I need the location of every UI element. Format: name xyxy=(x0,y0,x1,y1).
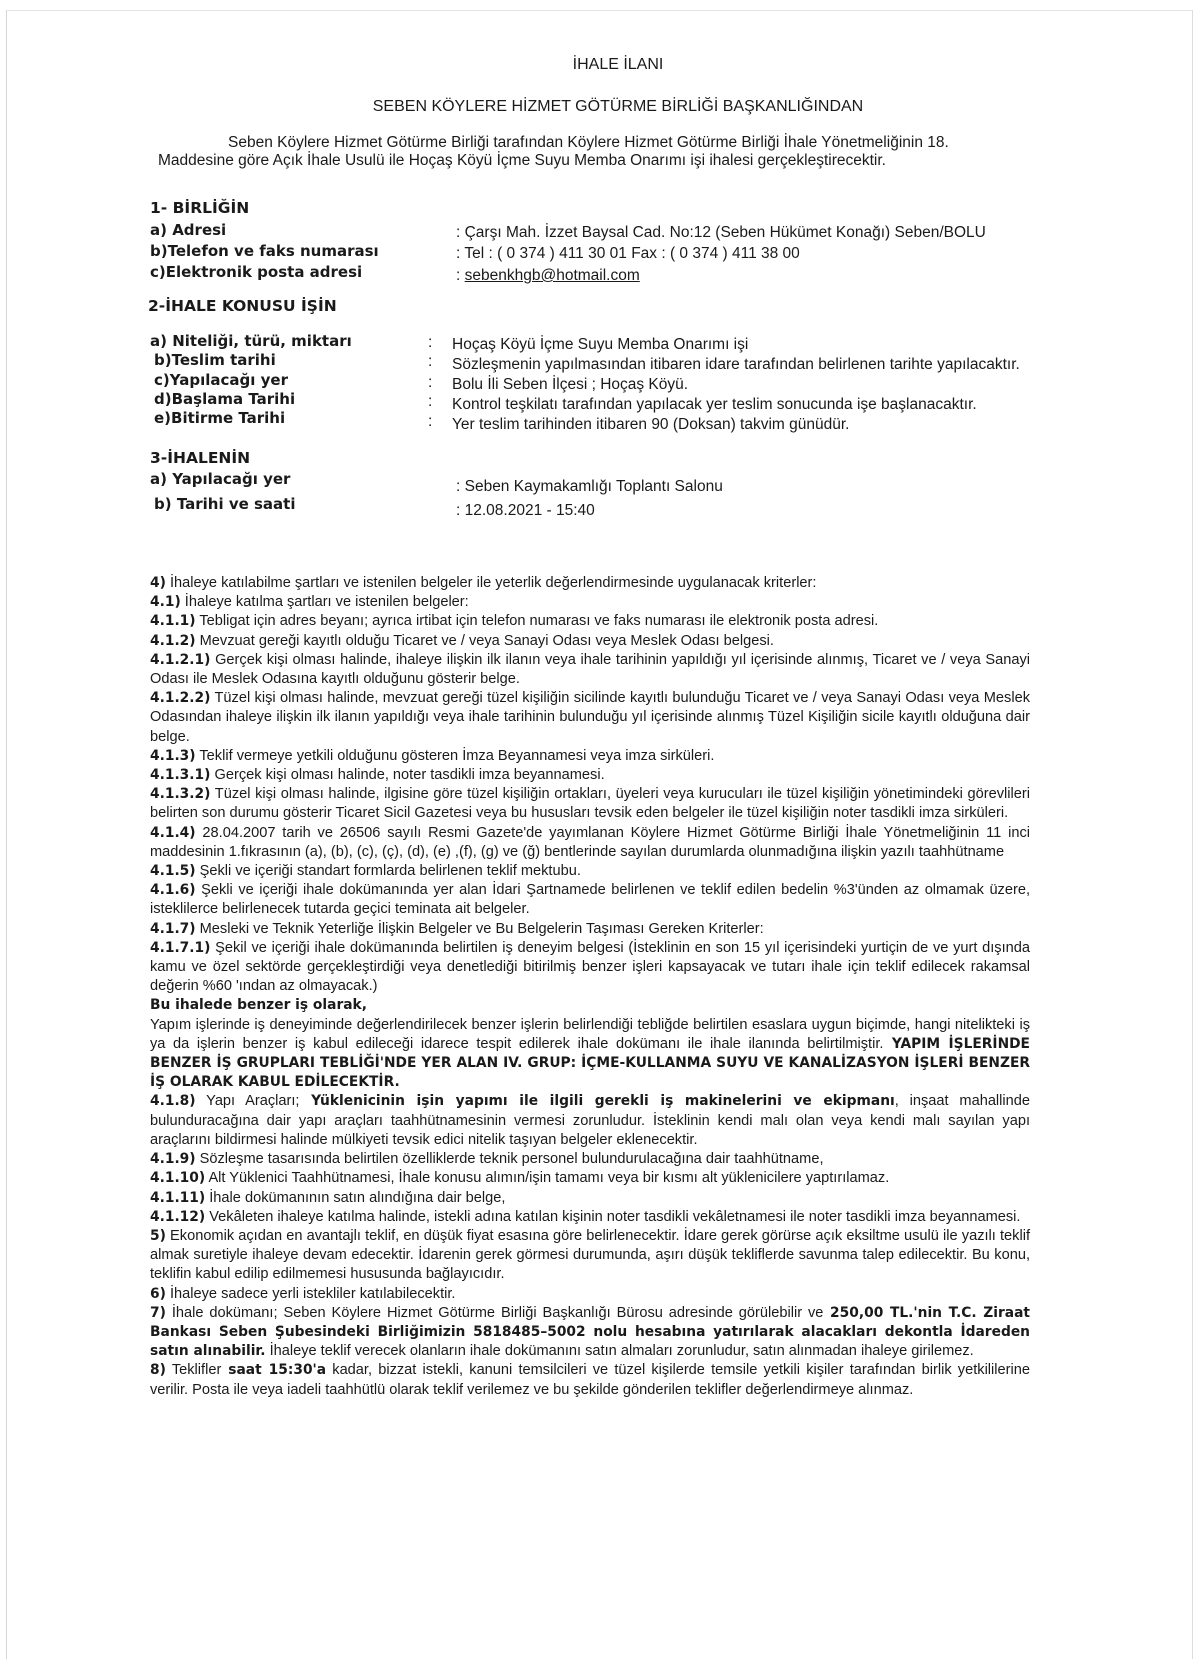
para-4-1-3-1: 4.1.3.1) Gerçek kişi olması halinde, noter tasdikli imza beyannamesi. xyxy=(150,767,605,784)
para-4: 4) İhaleye katılabilme şartları ve istenilen belgeler ile yeterlik değerlendirmesinde uygulanacak kriterler: xyxy=(150,575,817,591)
s2-label-a: a) Niteliği, türü, miktarı xyxy=(150,332,352,350)
phone-value: : Tel : ( 0 374 ) 411 30 01 Fax : ( 0 374 ) 411 38 00 xyxy=(456,245,800,262)
para-4-1-8: 4.1.8) Yapı Araçları; Yüklenicinin işin yapımı ile ilgili gerekli iş makinelerini ve ekipmanı, inşaat mahallinde bulunduracağına dair yapı araçları taahhütnamesinin vermesi zorunludur. İsteklinin kendi malı olan veya kendi malı sayılan yapı araçlarını bildirmesi halinde mülkiyeti tevsik edici nitelik taşıyan belgeler eklenecektir. xyxy=(150,1093,1031,1148)
para-6: 6) İhaleye sadece yerli istekliler katılabilecektir. xyxy=(150,1285,456,1302)
s2-value-b: Sözleşmenin yapılmasından itibaren idare tarafından belirlenen tarihte yapılacaktır. xyxy=(452,356,1020,373)
para-4-1-2-1: 4.1.2.1) Gerçek kişi olması halinde, ihaleye ilişkin ilk ilanın veya ihale tarihinin yapıldığı yıl içerisinde alınmış, Ticaret ve / veya Sanayi Odası ile Meslek Odasına kayıtlı olduğunu gösterir belge. xyxy=(150,651,1030,688)
datetime-value: : 12.08.2021 - 15:40 xyxy=(456,502,595,519)
para-4-1-3: 4.1.3) Teklif vermeye yetkili olduğunu gösteren İmza Beyannamesi veya imza sirküleri. xyxy=(150,747,715,764)
para-5: 5) Ekonomik açıdan en avantajlı teklif, en düşük fiyat esasına göre belirlenecektir. İdare gerek görürse açık eksiltme usulü ile yazılı teklif almak suretiyle ihaleye devam edecektir. İdarenin gerek görmesi durumunda, aşırı düşük tekliflerde savunma talep edilecektir. Bu konu, teklifin kabul edilip edilmemesi hususunda bağlayıcıdır. xyxy=(150,1227,1030,1283)
issuing-authority: SEBEN KÖYLERE HİZMET GÖTÜRME BİRLİĞİ BAŞKANLIĞINDAN xyxy=(372,98,864,115)
venue-label: a) Yapılacağı yer xyxy=(150,470,291,488)
s2-colon-e: : xyxy=(428,413,433,430)
venue-value: : Seben Kaymakamlığı Toplantı Salonu xyxy=(456,478,723,495)
para-4-1-11: 4.1.11) İhale dokümanının satın alındığına dair belge, xyxy=(150,1189,506,1206)
section1-heading: 1- BİRLİĞİN xyxy=(150,199,250,217)
para-4-1-2: 4.1.2) Mevzuat gereği kayıtlı olduğu Ticaret ve / veya Sanayi Odası veya Meslek Odası belgesi. xyxy=(150,632,774,649)
para-4-1-9: 4.1.9) Sözleşme tasarısında belirtilen özelliklerde teknik personel bulundurulacağına dair taahhütname, xyxy=(150,1151,824,1168)
s2-value-c: Bolu İli Seben İlçesi ; Hoçaş Köyü. xyxy=(452,376,689,393)
para-4-1-10: 4.1.10) Alt Yüklenici Taahhütnamesi, İhale konusu alımın/işin tamamı veya bir kısmı alt yüklenicilere yaptırılamaz. xyxy=(150,1170,890,1187)
datetime-label: b) Tarihi ve saati xyxy=(154,495,296,513)
para-4-1-6: 4.1.6) Şekli ve içeriği ihale dokümanında yer alan İdari Şartnamede belirlenen ve teklif edilen bedelin %3'ünden az olmamak üzere, isteklilerce belirlenecek tutarda geçici teminata ait belgeler. xyxy=(150,882,1030,918)
para-4-1-2-2: 4.1.2.2) Tüzel kişi olması halinde, mevzuat gereği tüzel kişiliğin sicilinde kayıtlı bulunduğu Ticaret ve / veya Sanayi Odası veya Meslek Odasından ihaleye ilişkin ilk ilanın yapıldığı veya ihale tarihinin bulunduğu yıl içerisinde alınmış Tüzel Kişiliğin sicile kayıtlı olduğuna dair belge. xyxy=(150,690,1030,745)
s2-value-d: Kontrol teşkilatı tarafından yapılacak yer teslim sonucunda işe başlanacaktır. xyxy=(452,396,977,413)
para-4-1-3-2: 4.1.3.2) Tüzel kişi olması halinde, ilgisine göre tüzel kişiliğin ortakları, üyeleri veya kurucuları ile tüzel kişiliğin yönetimindeki görevlileri belirten son durumu gösterir Ticaret Sicil Gazetesi veya bu hususları tevsik eden belgeler ile tüzel kişiliğin noter tasdikli imza sirküleri. xyxy=(150,786,1030,822)
conditions-body xyxy=(150,574,1030,1400)
intro-line-2: Maddesine göre Açık İhale Usulü ile Hoçaş Köyü İçme Suyu Memba Onarımı işi ihalesi gerçekleştirecektir. xyxy=(158,152,886,169)
s2-label-d: d)Başlama Tarihi xyxy=(154,390,296,408)
para-4-1-5: 4.1.5) Şekli ve içeriği standart formlarda belirlenen teklif mektubu. xyxy=(150,863,581,880)
para-4-1-7-1: 4.1.7.1) Şekil ve içeriği ihale dokümanında belirtilen iş deneyim belgesi (İsteklinin en son 15 yıl içerisindeki yurtiçin de ve yurt dışında kamu ve özel sektörde gerçekleştirdiği veya denetlediği bitirilmiş benzer işleri kapsayacak ve tutarı ihale için teklif edilecek rakamsal değerin %60 'ından az olmayacak.) xyxy=(150,939,1030,995)
address-label: a) Adresi xyxy=(150,221,227,239)
email-row xyxy=(456,267,640,285)
s2-colon-a: : xyxy=(428,334,433,351)
para-4-1-12: 4.1.12) Vekâleten ihaleye katılma halinde, istekli adına katılan kişinin noter tasdikli vekâletnamesi ile noter tasdikli imza beyannamesi. xyxy=(150,1208,1021,1225)
s2-label-b: b)Teslim tarihi xyxy=(154,351,276,369)
document-title: İHALE İLANI xyxy=(572,56,664,73)
s2-label-c: c)Yapılacağı yer xyxy=(154,371,288,389)
benzer-heading: Bu ihalede benzer iş olarak, xyxy=(150,997,367,1014)
section2-heading: 2-İHALE KONUSU İŞİN xyxy=(148,297,337,315)
email-label: c)Elektronik posta adresi xyxy=(150,263,363,281)
s2-colon-d: : xyxy=(428,393,433,410)
s2-colon-c: : xyxy=(428,374,433,391)
para-4-1-1: 4.1.1) Tebligat için adres beyanı; ayrıca irtibat için telefon numarası ve faks numarası ile elektronik posta adresi. xyxy=(150,613,879,630)
email-prefix: : xyxy=(456,267,465,284)
address-value: : Çarşı Mah. İzzet Baysal Cad. No:12 (Seben Hükümet Konağı) Seben/BOLU xyxy=(456,224,986,241)
para-4-1-4: 4.1.4) 28.04.2007 tarih ve 26506 sayılı Resmi Gazete'de yayımlanan Köylere Hizmet Götürme Birliği İhale Yönetmeliğinin 11 inci maddesinin 1.fıkrasının (a), (b), (c), (ç), (d), (e) ,(f), (g) ve (ğ) bentlerinde sayılan durumlarda olunmadığına ilişkin yazılı taahhütname xyxy=(150,824,1030,860)
benzer-paragraph: Yapım işlerinde iş deneyiminde değerlendirilecek benzer işlerin belirlendiği tebliğde belirtilen esaslara uygun biçimde, hangi nitelikteki iş ya da işlerin benzer iş kabul edileceği idarece tespit edilerek ihale dokümanı ile ihale ilanında belirtilmiştir. YAPIM İŞLERİNDE BENZER İŞ GRUPLARI TEBLİĞİ'NDE YER ALAN IV. GRUP: İÇME-KULLANMA SUYU VE KANALİZASYON İŞLERİ BENZER İŞ OLARAK KABUL EDİLECEKTİR. xyxy=(150,1016,1030,1091)
s2-value-e: Yer teslim tarihinden itibaren 90 (Doksan) takvim günüdür. xyxy=(452,416,850,433)
intro-line-1: Seben Köylere Hizmet Götürme Birliği tarafından Köylere Hizmet Götürme Birliği İhale Yönetmeliğinin 18. xyxy=(228,134,949,151)
email-link[interactable]: sebenkhgb@hotmail.com xyxy=(464,267,640,284)
para-7: 7) İhale dokümanı; Seben Köylere Hizmet Götürme Birliği Başkanlığı Bürosu adresinde görülebilir ve 250,00 TL.'nin T.C. Ziraat Bankası Seben Şubesindeki Birliğimizin 5818485–5002 nolu hesabına yatırılarak alacakları dekontla İdareden satın alınabilir. İhaleye teklif verecek olanların ihale dokümanını satın almaları zorunludur, satın alınmadan ihaleye girilemez. xyxy=(150,1304,1031,1360)
s2-label-e: e)Bitirme Tarihi xyxy=(154,409,286,427)
phone-label: b)Telefon ve faks numarası xyxy=(150,242,379,260)
para-4-1: 4.1) İhaleye katılma şartları ve istenilen belgeler: xyxy=(150,594,469,611)
intro-paragraph xyxy=(158,134,1058,170)
s2-value-a: Hoçaş Köyü İçme Suyu Memba Onarımı işi xyxy=(452,336,749,353)
s2-colon-b: : xyxy=(428,353,433,370)
para-4-1-7: 4.1.7) Mesleki ve Teknik Yeterliğe İlişkin Belgeler ve Bu Belgelerin Taşıması Gereken Kriterler: xyxy=(150,920,764,937)
section3-heading: 3-İHALENİN xyxy=(150,449,251,467)
para-8: 8) Teklifler saat 15:30'a kadar, bizzat istekli, kanuni temsilcileri ve tüzel kişilerde temsile yetkili kişiler tarafından birlik yetkililerine verilir. Posta ile veya iadeli taahhütlü olarak teklif verilemez ve bu şekilde gönderilen teklifler değerlendirmeye alınmaz. xyxy=(150,1362,1030,1398)
